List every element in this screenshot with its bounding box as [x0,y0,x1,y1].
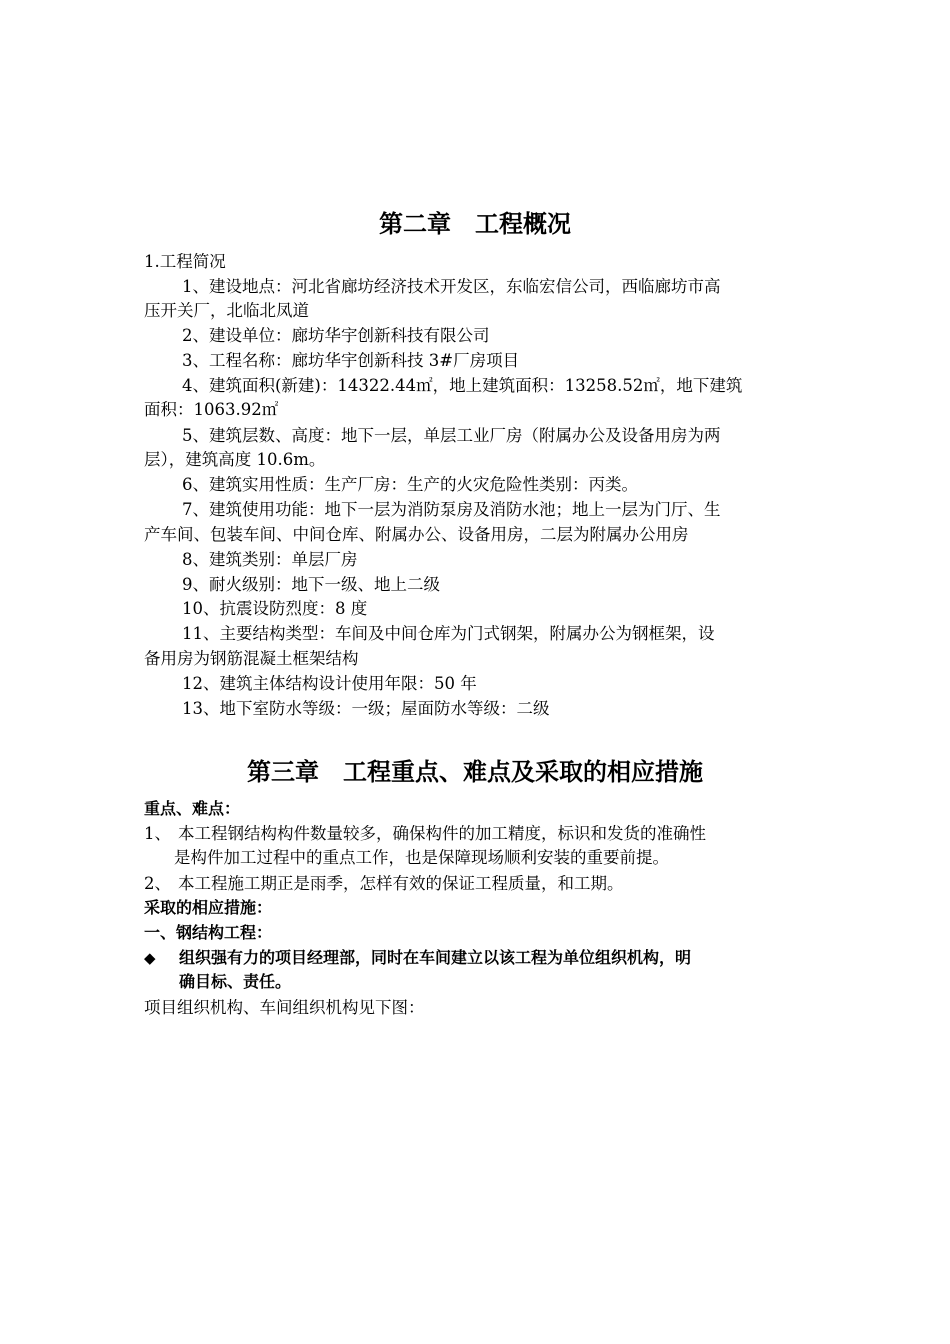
item-continuation: 是构件加工过程中的重点工作，也是保障现场顺利安装的重要前提。 [174,848,669,867]
paragraph-line: 11、主要结构类型：车间及中间仓库为门式钢架，附属办公为钢框架，设 [182,624,715,643]
paragraph-line: 9、耐火级别：地下一级、地上二级 [182,575,440,594]
paragraph-line: 产车间、包装车间、中间仓库、附属办公、设备用房，二层为附属办公用房 [144,525,689,544]
paragraph-line: 4、建筑面积(新建)：14322.44㎡，地上建筑面积：13258.52㎡，地下建筑 [182,376,743,395]
item-text: 本工程钢结构构件数量较多，确保构件的加工精度，标识和发货的准确性 [178,824,706,843]
bullet-continuation: 确目标、责任。 [179,972,292,991]
numbered-item [144,822,809,846]
paragraph-line: 2、建设单位：廊坊华宇创新科技有限公司 [182,326,490,345]
paragraph-line: 10、抗震设防烈度：8 度 [182,599,368,618]
item-number: 2、 [144,874,171,893]
paragraph-line: 1、建设地点：河北省廊坊经济技术开发区，东临宏信公司，西临廊坊市高 [182,277,721,296]
paragraph-line: 12、建筑主体结构设计使用年限：50 年 [182,674,477,693]
steel-structure-heading: 一、钢结构工程： [144,923,273,942]
paragraph-line: 面积：1063.92㎡ [144,400,279,419]
paragraph-line: 5、建筑层数、高度：地下一层，单层工业厂房（附属办公及设备用房为两 [182,426,721,445]
paragraph-line: 层），建筑高度 10.6m。 [144,450,326,469]
paragraph-line: 6、建筑实用性质：生产厂房：生产的火灾危险性类别：丙类。 [182,475,638,494]
chapter-3-title: 第三章 工程重点、难点及采取的相应措施 [247,758,703,786]
chapter-2-title: 第二章 工程概况 [379,210,571,238]
footer-text: 项目组织机构、车间组织机构见下图： [144,998,425,1017]
paragraph-line: 备用房为钢筋混凝土框架结构 [144,649,359,668]
item-text: 本工程施工期正是雨季，怎样有效的保证工程质量，和工期。 [178,874,624,893]
paragraph-line: 7、建筑使用功能：地下一层为消防泵房及消防水池；地上一层为门厅、生 [182,500,721,519]
measures-heading: 采取的相应措施： [144,898,273,917]
key-points-heading: 重点、难点： [144,799,241,818]
bullet-text: 组织强有力的项目经理部，同时在车间建立以该工程为单位组织机构，明 [179,948,692,967]
numbered-item [144,872,809,896]
bullet-item [144,946,809,970]
paragraph-line: 8、建筑类别：单层厂房 [182,550,358,569]
paragraph-line: 压开关厂，北临北凤道 [144,301,309,320]
paragraph-line: 3、工程名称：廊坊华宇创新科技 3#厂房项目 [182,351,520,370]
section-heading: 1.工程简况 [144,252,226,271]
paragraph-line: 13、地下室防水等级：一级；屋面防水等级：二级 [182,699,550,718]
diamond-bullet-icon: ◆ [144,949,156,967]
item-number: 1、 [144,824,171,843]
